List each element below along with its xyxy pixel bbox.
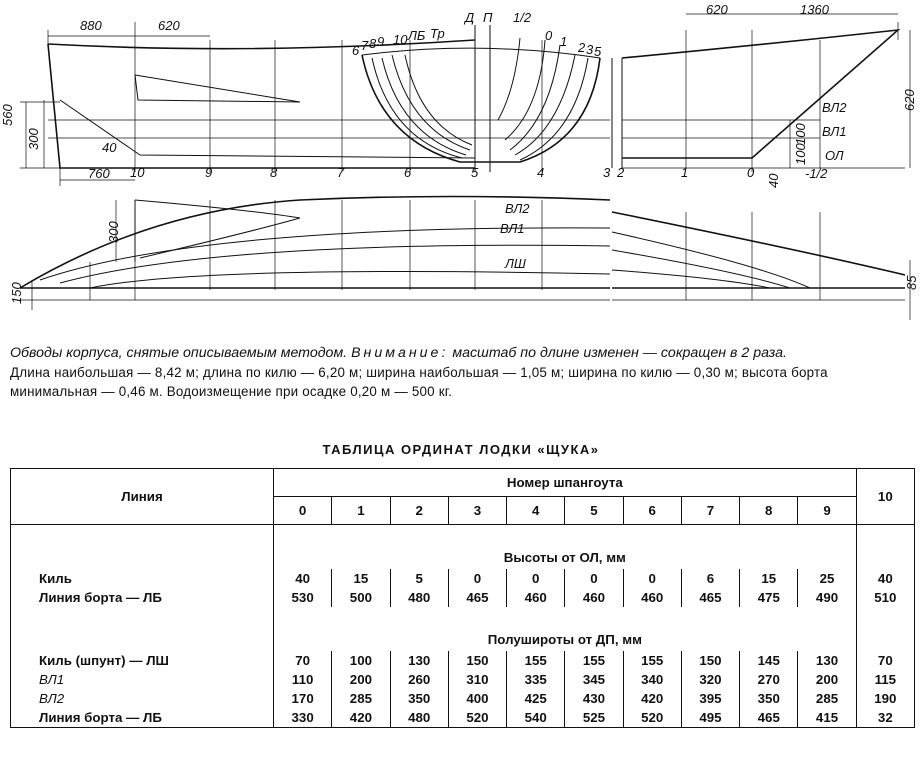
column-header-line: Линия xyxy=(11,469,274,525)
frame-header-8: 8 xyxy=(740,497,798,525)
figure-caption xyxy=(10,344,915,401)
frame-header-9: 9 xyxy=(798,497,856,525)
bp-6: 6 xyxy=(352,43,360,58)
cell-frame-4: 0 xyxy=(507,569,565,588)
cell-frame-8: 15 xyxy=(740,569,798,588)
cell-frame-0: 170 xyxy=(291,691,314,706)
bp-1: 1 xyxy=(560,34,568,49)
dim-560: 560 xyxy=(0,104,15,126)
cell-frame-3: 0 xyxy=(448,569,506,588)
dim-1360: 1360 xyxy=(800,2,829,17)
section-spacer xyxy=(11,525,274,570)
bp-half: 1/2 xyxy=(513,10,532,25)
bp-0: 0 xyxy=(545,28,553,43)
cell-frame-5: 430 xyxy=(565,689,623,708)
frame-header-6: 6 xyxy=(623,497,681,525)
cell-frame-4: 155 xyxy=(507,651,565,670)
cell-frame-9: 415 xyxy=(798,708,856,728)
cell-frame-10: 32 xyxy=(856,708,914,728)
row-label: ВЛ2 xyxy=(11,689,274,708)
frame-10: 10 xyxy=(130,165,145,180)
frame-0: 0 xyxy=(747,165,755,180)
cell-frame-4: 335 xyxy=(507,670,565,689)
plan-vl2: ВЛ2 xyxy=(505,201,530,216)
cell-frame-6: 520 xyxy=(623,708,681,728)
caption-dimensions: Длина наибольшая — 8,42 м; длина по килю — 6,20 м; ширина наибольшая — 1,05 м; ширина по килю — 0,30 м; высота борта минимальная — 0,46 м. Водоизмещение при осадке 0,20 м — 500 кг. xyxy=(10,365,828,399)
cell-frame-6: 155 xyxy=(623,651,681,670)
dim-40: 40 xyxy=(102,140,117,155)
cell-frame-9: 285 xyxy=(798,689,856,708)
cell-frame-5: 155 xyxy=(565,651,623,670)
cell-frame-4: 460 xyxy=(507,588,565,607)
label-vl1: ВЛ1 xyxy=(822,124,847,139)
cell-frame-0: 330 xyxy=(274,708,332,728)
cell-frame-10: 510 xyxy=(856,588,914,607)
frame-8: 8 xyxy=(270,165,278,180)
cell-frame-10: 70 xyxy=(856,651,914,670)
frame-6: 6 xyxy=(404,165,412,180)
bp-10: 10 xyxy=(393,32,408,47)
frame-header-0: 0 xyxy=(274,497,332,525)
dim-100-a: 100 xyxy=(793,123,808,145)
plan-dim-150: 150 xyxy=(9,282,24,304)
cell-frame-9: 200 xyxy=(798,670,856,689)
cell-frame-3: 310 xyxy=(448,670,506,689)
frame-9: 9 xyxy=(205,165,213,180)
cell-frame-2: 480 xyxy=(390,708,448,728)
cell-frame-9: 25 xyxy=(798,569,856,588)
bp-3: 3 xyxy=(586,42,594,57)
frame-header-7: 7 xyxy=(681,497,739,525)
cell-frame-1: 420 xyxy=(332,708,390,728)
table-row xyxy=(11,588,915,607)
frame-4: 4 xyxy=(537,165,545,180)
cell-frame-9: 490 xyxy=(798,588,856,607)
bp-p: П xyxy=(483,10,493,25)
dim-620-left: 620 xyxy=(158,18,180,33)
frame-header-5: 5 xyxy=(565,497,623,525)
frame-1: 1 xyxy=(681,165,689,180)
cell-frame-6: 460 xyxy=(623,588,681,607)
table-row xyxy=(11,689,915,708)
cell-frame-1: 100 xyxy=(332,651,390,670)
bp-9: 9 xyxy=(377,34,385,49)
table-row xyxy=(11,651,915,670)
cell-frame-2: 5 xyxy=(390,569,448,588)
cell-frame-6: 340 xyxy=(623,670,681,689)
row-label: Линия борта — ЛБ xyxy=(11,708,274,728)
dim-620-vert: 620 xyxy=(902,89,917,111)
cell-frame-5: 0 xyxy=(565,569,623,588)
cell-frame-7: 6 xyxy=(681,569,739,588)
cell-frame-10: 190 xyxy=(856,689,914,708)
cell-frame-7: 150 xyxy=(681,651,739,670)
cell-frame-3: 400 xyxy=(448,689,506,708)
cell-frame-6: 420 xyxy=(623,689,681,708)
frame-7: 7 xyxy=(337,165,345,180)
frame-header-4: 4 xyxy=(507,497,565,525)
bp-d: Д xyxy=(465,10,475,25)
cell-frame-2: 350 xyxy=(390,689,448,708)
label-minus-half: -1/2 xyxy=(805,166,828,181)
cell-frame-10: 40 xyxy=(856,569,914,588)
cell-frame-5: 460 xyxy=(565,588,623,607)
cell-frame-8: 475 xyxy=(740,588,798,607)
cell-frame-7: 395 xyxy=(681,689,739,708)
cell-frame-2: 480 xyxy=(390,588,448,607)
bp-tr: Тр xyxy=(430,26,445,41)
plan-lsh: ЛШ xyxy=(505,256,526,271)
profile-right xyxy=(612,14,910,172)
bp-7: 7 xyxy=(361,38,369,53)
bp-5: 5 xyxy=(594,44,602,59)
cell-frame-1: 500 xyxy=(332,588,390,607)
cell-frame-0: 40 xyxy=(295,571,311,586)
table-row xyxy=(11,670,915,689)
row-label: ВЛ1 xyxy=(11,670,274,689)
cell-frame-7: 320 xyxy=(681,670,739,689)
label-ol: ОЛ xyxy=(825,148,844,163)
cell-frame-1: 15 xyxy=(332,569,390,588)
cell-frame-3: 520 xyxy=(448,708,506,728)
bp-8: 8 xyxy=(369,36,377,51)
cell-frame-1: 200 xyxy=(332,670,390,689)
frame-header-1: 1 xyxy=(332,497,390,525)
cell-frame-3: 465 xyxy=(448,588,506,607)
frame-header-2: 2 xyxy=(390,497,448,525)
cell-frame-10: 115 xyxy=(856,670,914,689)
cell-frame-2: 130 xyxy=(390,651,448,670)
section-half-breadths: Полуширoты от ДП, мм xyxy=(487,632,642,647)
section-spacer xyxy=(11,607,274,651)
cell-frame-0: 110 xyxy=(291,672,314,687)
plan-dim-85: 85 xyxy=(904,275,919,290)
table-row xyxy=(11,708,915,728)
cell-frame-8: 465 xyxy=(740,708,798,728)
row-label: Киль xyxy=(11,569,274,588)
row-label: Киль (шпунт) — ЛШ xyxy=(11,651,274,670)
frame-header-10: 10 xyxy=(856,469,914,525)
cell-frame-7: 465 xyxy=(681,588,739,607)
plan-dim-300: 300 xyxy=(106,221,121,243)
row-label: Линия борта — ЛБ xyxy=(11,588,274,607)
frame-2: 2 xyxy=(617,165,625,180)
cell-frame-5: 345 xyxy=(565,670,623,689)
frame-3: 3 xyxy=(603,165,611,180)
plan-vl1: ВЛ1 xyxy=(500,221,525,236)
dim-620-right: 620 xyxy=(706,2,728,17)
label-vl2: ВЛ2 xyxy=(822,100,847,115)
cell-frame-7: 495 xyxy=(681,708,739,728)
dim-760: 760 xyxy=(88,166,110,181)
section-spacer-right xyxy=(856,525,914,570)
section-heights: Высоты от ОЛ, мм xyxy=(503,550,626,565)
cell-frame-8: 270 xyxy=(740,670,798,689)
table-title: ТАБЛИЦА ОРДИНАТ ЛОДКИ «ЩУКА» xyxy=(322,442,600,457)
column-group-header: Номер шпангоута xyxy=(274,469,857,497)
cell-frame-9: 130 xyxy=(798,651,856,670)
cell-frame-8: 350 xyxy=(740,689,798,708)
cell-frame-0: 70 xyxy=(295,653,311,668)
ordinates-table xyxy=(10,468,915,728)
table-row xyxy=(11,569,915,588)
dim-40-right: 40 xyxy=(766,173,781,188)
cell-frame-0: 530 xyxy=(291,590,314,605)
frame-header-3: 3 xyxy=(448,497,506,525)
hull-lines-drawing xyxy=(0,0,922,340)
cell-frame-3: 150 xyxy=(448,651,506,670)
cell-frame-4: 425 xyxy=(507,689,565,708)
half-breadth-plan xyxy=(20,197,910,321)
cell-frame-8: 145 xyxy=(740,651,798,670)
caption-attention: Внимание: xyxy=(351,345,449,361)
cell-frame-2: 260 xyxy=(390,670,448,689)
bp-lb: ЛБ xyxy=(408,28,426,43)
bp-2: 2 xyxy=(578,40,586,55)
dim-300: 300 xyxy=(26,128,41,150)
dim-100-b: 100 xyxy=(793,143,808,165)
dim-880: 880 xyxy=(80,18,102,33)
frame-5: 5 xyxy=(471,165,479,180)
section-spacer-right xyxy=(856,607,914,651)
cell-frame-4: 540 xyxy=(507,708,565,728)
cell-frame-6: 0 xyxy=(623,569,681,588)
cell-frame-5: 525 xyxy=(565,708,623,728)
caption-title: Обводы корпуса, снятые описываемым методом. xyxy=(10,345,348,361)
caption-scale-note: масштаб по длине изменен — сокращен в 2 раза. xyxy=(452,345,787,361)
cell-frame-1: 285 xyxy=(332,689,390,708)
